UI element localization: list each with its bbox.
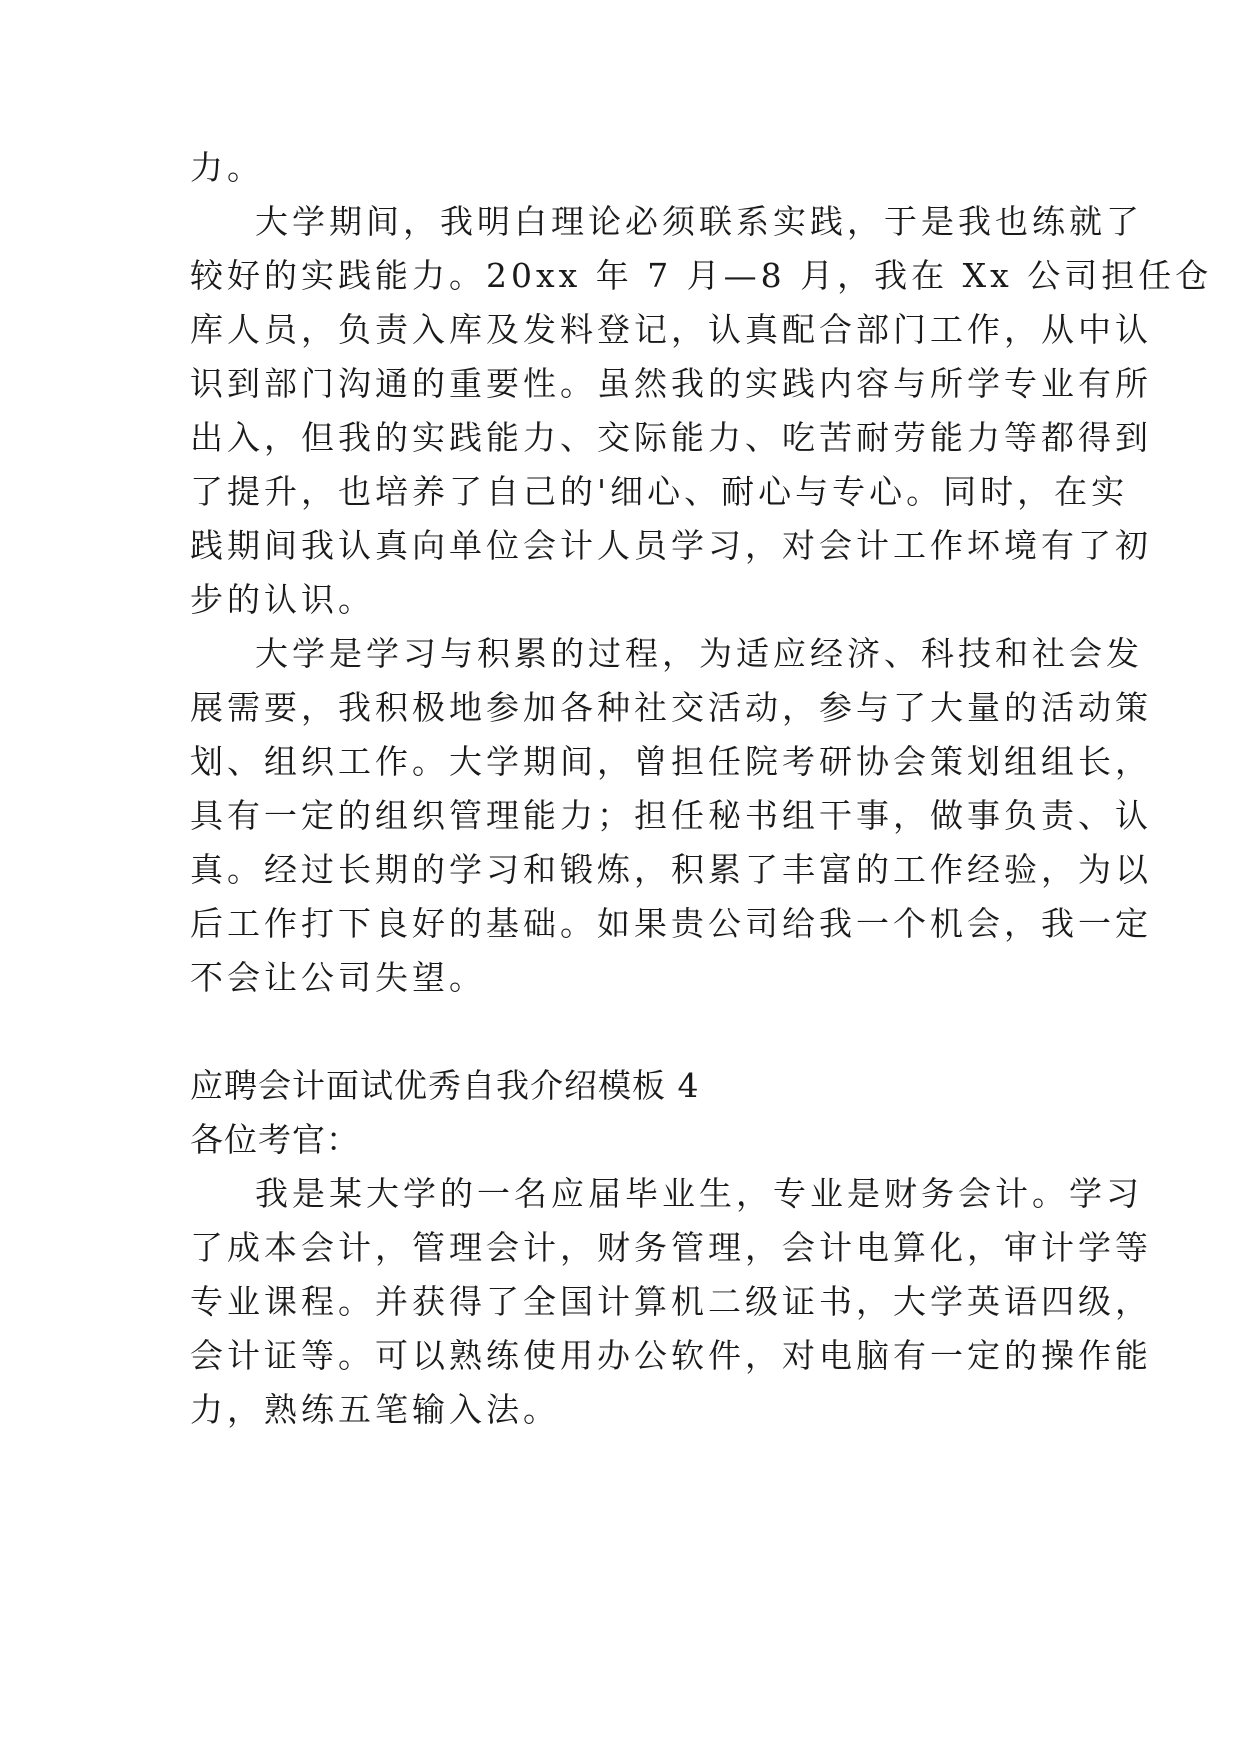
paragraph-first-line: 我是某大学的一名应届毕业生，专业是财务会计。学习 <box>255 1174 1143 1213</box>
text-line: 库人员，负责入库及发料登记，认真配合部门工作，从中认 <box>190 310 1152 349</box>
text-line: 践期间我认真向单位会计人员学习，对会计工作坏境有了初 <box>190 526 1152 565</box>
text-line: 会计证等。可以熟练使用办公软件，对电脑有一定的操作能 <box>190 1336 1152 1375</box>
paragraph-first-line: 大学是学习与积累的过程，为适应经济、科技和社会发 <box>255 634 1143 673</box>
section-heading: 应聘会计面试优秀自我介绍模板 4 <box>190 1066 700 1105</box>
text-line: 较好的实践能力。20xx 年 7 月—8 月，我在 Xx 公司担任仓 <box>190 256 1213 295</box>
text-line: 力，熟练五笔输入法。 <box>190 1390 560 1429</box>
text-line: 了成本会计，管理会计，财务管理，会计电算化，审计学等 <box>190 1228 1152 1267</box>
text-line: 具有一定的组织管理能力；担任秘书组干事，做事负责、认 <box>190 796 1152 835</box>
text-line: 后工作打下良好的基础。如果贵公司给我一个机会，我一定 <box>190 904 1152 943</box>
text-line: 专业课程。并获得了全国计算机二级证书，大学英语四级， <box>190 1282 1152 1321</box>
text-line: 了提升，也培养了自己的'细心、耐心与专心。同时，在实 <box>190 472 1129 511</box>
text-line: 划、组织工作。大学期间，曾担任院考研协会策划组组长， <box>190 742 1152 781</box>
salutation: 各位考官： <box>190 1120 360 1159</box>
text-line: 不会让公司失望。 <box>190 958 486 997</box>
text-line: 识到部门沟通的重要性。虽然我的实践内容与所学专业有所 <box>190 364 1152 403</box>
text-line: 步的认识。 <box>190 580 375 619</box>
paragraph-first-line: 大学期间，我明白理论必须联系实践，于是我也练就了 <box>255 202 1143 241</box>
text-line: 出入，但我的实践能力、交际能力、吃苦耐劳能力等都得到 <box>190 418 1152 457</box>
text-line: 力。 <box>190 148 264 187</box>
text-line: 展需要，我积极地参加各种社交活动，参与了大量的活动策 <box>190 688 1152 727</box>
text-line: 真。经过长期的学习和锻炼，积累了丰富的工作经验，为以 <box>190 850 1152 889</box>
